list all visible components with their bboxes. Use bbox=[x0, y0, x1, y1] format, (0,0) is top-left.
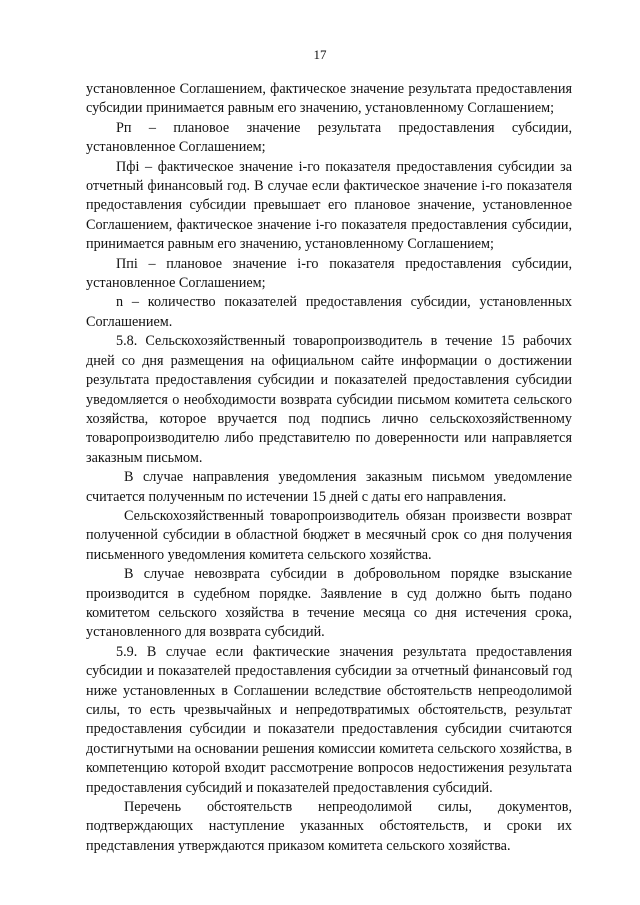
paragraph-n-definition: n – количество показателей предоставления субсидии, установленных Соглашением. bbox=[86, 294, 572, 330]
paragraph-pfi-definition: Пфi – фактическое значение i-го показателя предоставления субсидии за отчетный финансовый год. В случае если фактическое значение i-го показателя предоставления субсидии превышает его плановое значение, установленное Соглашением, фактическое значение i-го показателя предоставления субсидии, принимается равным его значению, установленному Соглашением; bbox=[86, 158, 572, 253]
document-body bbox=[86, 80, 572, 856]
paragraph-continuation: установленное Соглашением, фактическое значение результата предоставления субсидии принимается равным его значению, установленному Соглашением; bbox=[86, 81, 572, 117]
page-number: 17 bbox=[313, 47, 327, 62]
paragraph-notice-by-mail: В случае направления уведомления заказным письмом уведомление считается полученным по истечении 15 дней с даты его направления. bbox=[86, 469, 572, 505]
paragraph-judicial-recovery: В случае невозврата субсидии в добровольном порядке взыскание производится в судебном порядке. Заявление в суд должно быть подано комитетом сельского хозяйства в течение месяца со дня истечения срока, установленного для возврата субсидий. bbox=[86, 566, 572, 641]
paragraph-rp-definition: Рп – плановое значение результата предоставления субсидии, установленное Соглашением; bbox=[86, 119, 572, 156]
paragraph-refund-obligation: Сельскохозяйственный товаропроизводитель обязан произвести возврат полученной субсидии в областной бюджет в месячный срок со дня получения письменного уведомления комитета сельского хозяйства. bbox=[86, 507, 572, 563]
paragraph-5-9: 5.9. В случае если фактические значения результата предоставления субсидии и показателей предоставления субсидии за отчетный финансовый год ниже установленных в Соглашении вследствие обстоятельств непреодолимой силы, то есть чрезвычайных и непредотвратимых обстоятельств, результат предоставления субсидии и показатели предоставления субсидии считаются достигнутыми на основании решения комиссии комитета сельского хозяйства, в компетенцию которой входит рассмотрение вопросов недостижения результата предоставления субсидий и показателей предоставления субсидий. bbox=[86, 643, 572, 796]
paragraph-ppi-definition: Ппi – плановое значение i-го показателя предоставления субсидии, установленное Соглашением; bbox=[86, 255, 572, 292]
paragraph-force-majeure-list: Перечень обстоятельств непреодолимой силы, документов, подтверждающих наступление указанных обстоятельств, и сроки их представления утверждаются приказом комитета сельского хозяйства. bbox=[86, 799, 572, 854]
paragraph-5-8: 5.8. Сельскохозяйственный товаропроизводитель в течение 15 рабочих дней со дня размещения на официальном сайте информации о достижении результата предоставления субсидии и показателей предоставления субсидии уведомляется о необходимости возврата субсидии письмом комитета сельского хозяйства, которое вручается под подпись лично сельскохозяйственному товаропроизводителю либо представителю по доверенности или направляется заказным письмом. bbox=[86, 333, 572, 466]
